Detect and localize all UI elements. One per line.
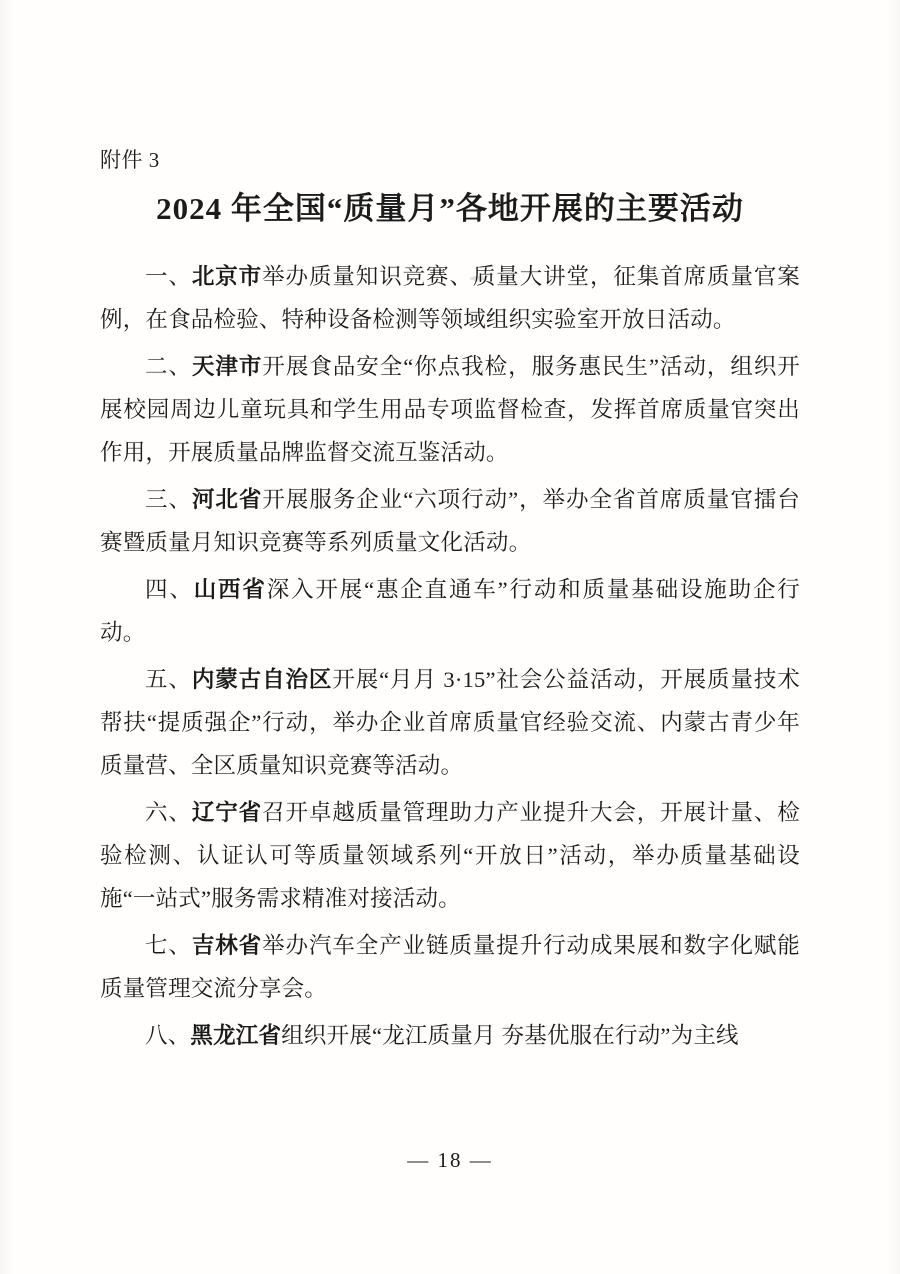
paragraph-heilongjiang: 八、黑龙江省组织开展“龙江质量月 夯基优服在行动”为主线	[145, 1023, 739, 1049]
region-name: 辽宁省	[191, 800, 263, 826]
paragraph-tianjin: 二、天津市开展食品安全“你点我检，服务惠民生”活动，组织开展校园周边儿童玩具和学生用品专项监督检查，发挥首席质量官突出作用，开展质量品牌监督交流互鉴活动。	[100, 354, 800, 466]
paragraph-beijing: 一、北京市举办质量知识竞赛、质量大讲堂，征集首席质量官案例，在食品检验、特种设备检测等领域组织实验室开放日活动。	[100, 264, 800, 333]
region-name: 河北省	[191, 487, 263, 513]
paragraph-jilin: 七、吉林省举办汽车全产业链质量提升行动成果展和数字化赋能质量管理交流分享会。	[100, 933, 800, 1002]
paragraph-shanxi: 四、山西省深入开展“惠企直通车”行动和质量基础设施助企行动。	[100, 577, 801, 646]
page-title: 2024 年全国“质量月”各地开展的主要活动	[156, 191, 744, 227]
attachment-label: 附件 3	[100, 148, 160, 172]
paragraph-hebei: 三、河北省开展服务企业“六项行动”，举办全省首席质量官擂台赛暨质量月知识竞赛等系列质量文化活动。	[100, 487, 800, 556]
region-name: 天津市	[191, 354, 263, 380]
region-name: 吉林省	[191, 933, 263, 959]
region-name: 内蒙古自治区	[191, 667, 333, 693]
page-number: — 18 —	[407, 1148, 493, 1172]
page-edge-shadow-left	[0, 0, 14, 1274]
page-edge-shadow-right	[886, 0, 900, 1274]
region-name: 北京市	[191, 264, 263, 290]
paragraph-inner-mongolia: 五、内蒙古自治区开展“月月 3·15”社会公益活动，开展质量技术帮扶“提质强企”行动，举办企业首席质量官经验交流、内蒙古青少年质量营、全区质量知识竞赛等活动。	[100, 667, 800, 779]
document-body	[100, 148, 800, 1061]
region-name: 山西省	[193, 577, 267, 603]
paragraph-liaoning: 六、辽宁省召开卓越质量管理助力产业提升大会，开展计量、检验检测、认证认可等质量领域系列“开放日”活动，举办质量基础设施“一站式”服务需求精准对接活动。	[100, 800, 800, 912]
region-name: 黑龙江省	[190, 1023, 282, 1049]
